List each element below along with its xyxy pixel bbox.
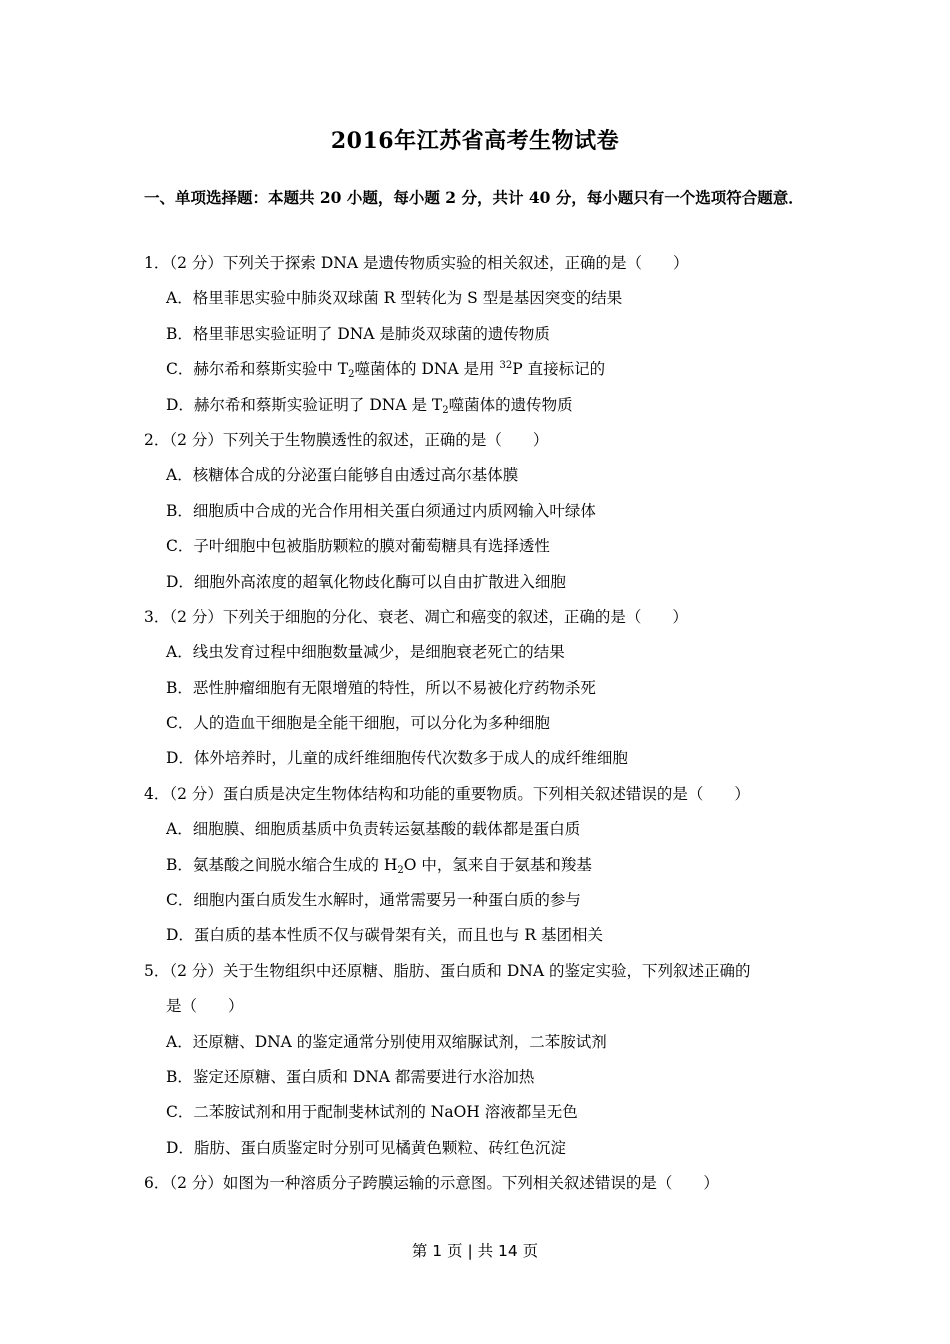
question-6-stem: 6．（2 分）如图为一种溶质分子跨膜运输的示意图。下列相关叙述错误的是（ ） bbox=[144, 1174, 719, 1193]
page-title: 2016年江苏省高考生物试卷 bbox=[330, 128, 620, 154]
question-5-option-a: A．还原糖、DNA 的鉴定通常分别使用双缩脲试剂，二苯胺试剂 bbox=[166, 1032, 607, 1051]
question-3-option-a: A．线虫发育过程中细胞数量减少，是细胞衰老死亡的结果 bbox=[166, 643, 565, 662]
question-5-stem: 5．（2 分）关于生物组织中还原糖、脂肪、蛋白质和 DNA 的鉴定实验，下列叙述正确的 bbox=[144, 961, 751, 980]
question-5-stem-continued: 是（ ） bbox=[166, 997, 244, 1016]
question-4-option-c: C．细胞内蛋白质发生水解时，通常需要另一种蛋白质的参与 bbox=[166, 891, 581, 910]
question-3-stem: 3．（2 分）下列关于细胞的分化、衰老、凋亡和癌变的叙述，正确的是（ ） bbox=[144, 607, 688, 626]
question-3-option-d: D．体外培养时，儿童的成纤维细胞传代次数多于成人的成纤维细胞 bbox=[166, 749, 628, 768]
question-list bbox=[144, 246, 814, 1202]
question-2-stem: 2．（2 分）下列关于生物膜透性的叙述，正确的是（ ） bbox=[144, 430, 549, 449]
question-5-option-c: C．二苯胺试剂和用于配制斐林试剂的 NaOH 溶液都呈无色 bbox=[166, 1103, 578, 1122]
question-3-option-b: B．恶性肿瘤细胞有无限增殖的特性，所以不易被化疗药物杀死 bbox=[166, 678, 596, 697]
question-5-option-d: D．脂肪、蛋白质鉴定时分别可见橘黄色颗粒、砖红色沉淀 bbox=[166, 1138, 566, 1157]
question-4-option-b: B．氨基酸之间脱水缩合生成的 $H_2O$ 中，氢来自于氨基和羧基 bbox=[166, 855, 592, 876]
question-2-option-d: D．细胞外高浓度的超氧化物歧化酶可以自由扩散进入细胞 bbox=[166, 572, 566, 591]
question-2-option-a: A．核糖体合成的分泌蛋白能够自由透过高尔基体膜 bbox=[166, 466, 519, 485]
question-4-stem: 4．（2 分）蛋白质是决定生物体结构和功能的重要物质。下列相关叙述错误的是（ ） bbox=[144, 784, 750, 803]
question-4-option-d: D．蛋白质的基本性质不仅与碳骨架有关，而且也与 R 基团相关 bbox=[166, 926, 603, 945]
question-1-option-d: D．赫尔希和蔡斯实验证明了 DNA 是 $T_2$噬菌体的遗传物质 bbox=[166, 395, 573, 416]
question-4-option-a: A．细胞膜、细胞质基质中负责转运氨基酸的载体都是蛋白质 bbox=[166, 820, 581, 839]
section-header: 一、单项选择题：本题共 20 小题，每小题 2 分，共计 40 分，每小题只有一个选项符合题意． bbox=[144, 188, 804, 207]
question-1-option-b: B．格里菲思实验证明了 DNA 是肺炎双球菌的遗传物质 bbox=[166, 324, 550, 343]
page-footer: 第 1 页 | 共 14 页 bbox=[411, 1242, 539, 1260]
question-1-option-a: A．格里菲思实验中肺炎双球菌 R 型转化为 S 型是基因突变的结果 bbox=[166, 289, 623, 308]
question-2-option-b: B．细胞质中合成的光合作用相关蛋白须通过内质网输入叶绿体 bbox=[166, 501, 596, 520]
question-1-option-c: C．赫尔希和蔡斯实验中 $T_2$噬菌体的 DNA 是用 $^{32}$P 直接标记的 bbox=[166, 360, 606, 381]
question-1-stem: 1．（2 分）下列关于探索 DNA 是遗传物质实验的相关叙述，正确的是（ ） bbox=[144, 254, 689, 272]
question-3-option-c: C．人的造血干细胞是全能干细胞，可以分化为多种细胞 bbox=[166, 714, 550, 733]
question-5-option-b: B．鉴定还原糖、蛋白质和 DNA 都需要进行水浴加热 bbox=[166, 1067, 535, 1086]
question-2-option-c: C．子叶细胞中包被脂肪颗粒的膜对葡萄糖具有选择透性 bbox=[166, 537, 550, 556]
